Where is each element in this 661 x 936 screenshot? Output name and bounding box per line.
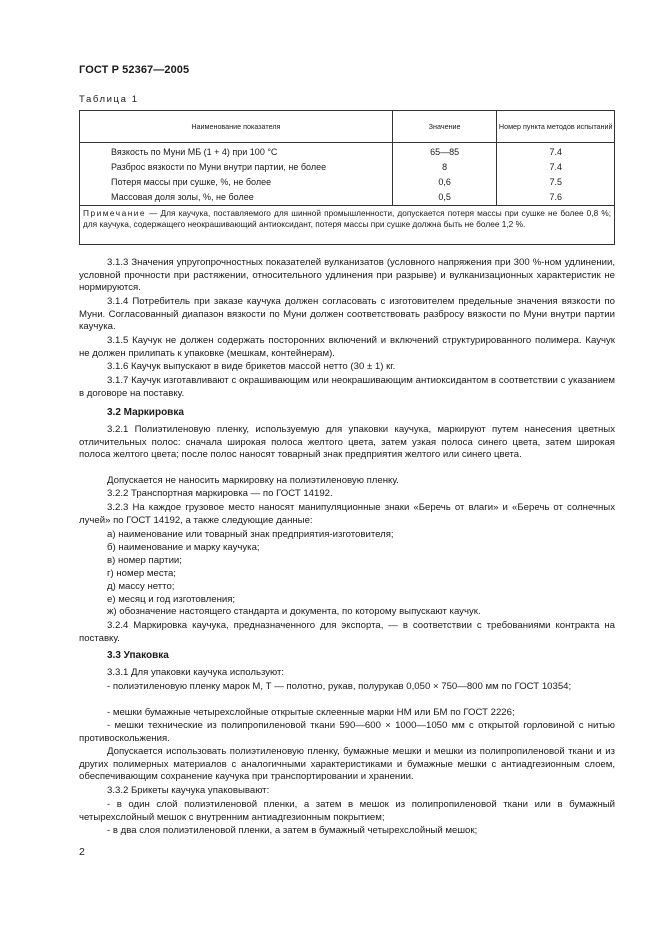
row-value: 8: [392, 160, 497, 175]
row-value: 0,5: [392, 190, 497, 206]
paragraph-3-2-2: 3.2.2 Транспортная маркировка — по ГОСТ 14192.: [107, 488, 333, 499]
paragraph-packing-alternatives: Допускается использовать полиэтиленовую пленку, бумажные мешки и мешки из полипропиленовой ткани и из других полимерных материалов с аналогичными характеристиками и бумажные мешки с антиадгезионным слоем, обеспечивающим сохранение каучука при транспортировании и хранении.: [79, 746, 615, 783]
row-method: 7.4: [497, 160, 615, 175]
paragraph-3-2-1: 3.2.1 Полиэтиленовую пленку, используемую для упаковки каучука, маркируют путем нанесения цветных отличительных полос: сначала широкая полоса желтого цвета, затем узкая полоса синего цвета, затем широкая полоса желтого цвета; после полос наносят товарный знак предприятия желтого или синего цвета.: [79, 424, 615, 461]
paragraph-3-3-1: 3.3.1 Для упаковки каучука используют:: [107, 667, 285, 678]
table-note: [80, 206, 615, 245]
list-item: д) массу нетто;: [107, 581, 175, 592]
list-item: а) наименование или товарный знак предприятия-изготовителя;: [107, 529, 394, 540]
column-header-value: Значение: [392, 111, 497, 143]
paragraph-3-2-3: 3.2.3 На каждое грузовое место наносят манипуляционные знаки «Беречь от влаги» и «Беречь от солнечных лучей» по ГОСТ 14192, а также следующие данные:: [79, 502, 615, 526]
list-item: е) месяц и год изготовления;: [107, 594, 236, 605]
document-header: ГОСТ Р 52367—2005: [79, 64, 190, 76]
list-item: б) наименование и марку каучука;: [107, 542, 260, 553]
table-row: [80, 175, 615, 190]
dash-item: - мешки технические из полипропиленовой ткани 590—600 × 1000—1050 мм с открытой горловиной с нитью противоскольжения.: [79, 720, 615, 744]
table-note-row: [80, 206, 615, 245]
note-text: — Для каучука, поставляемого для шинной промышленности, допускается потеря массы при сушке не более 0,8 %; для каучука, содержащего неокрашивающий антиоксидант, потеря массы при сушке должна быть не более 1,2 %.: [83, 208, 611, 229]
row-name: Разброс вязкости по Муни внутри партии, не более: [80, 160, 393, 175]
dash-item: - в один слой полиэтиленовой пленки, а затем в мешок из полипропиленовой ткани или в бумажный четырехслойный мешок с внутренним антиадгезионным покрытием;: [79, 799, 615, 823]
row-name: Массовая доля золы, %, не более: [80, 190, 393, 206]
paragraph-marking-optional: Допускается не наносить маркировку на полиэтиленовую пленку.: [107, 475, 399, 486]
table-row: [80, 160, 615, 175]
table-row: [80, 143, 615, 161]
row-method: 7.6: [497, 190, 615, 206]
page-number: 2: [79, 846, 85, 858]
properties-table: [79, 110, 615, 245]
section-title-packing: 3.3 Упаковка: [107, 650, 169, 661]
table-header-row: [80, 111, 615, 143]
paragraph-3-1-3: 3.1.3 Значения упругопрочностных показателей вулканизатов (условного напряжения при 300 %-ном удлинении, условной прочности при растяжении, относительного удлинения при разрыве) и вулканизационных характеристик не нормируются.: [79, 257, 615, 294]
paragraph-3-3-2: 3.3.2 Брикеты каучука упаковывают:: [107, 785, 270, 796]
column-header-method: Номер пункта методов испытаний: [497, 111, 615, 143]
table-caption: Таблица 1: [79, 94, 139, 105]
paragraph-3-1-4: 3.1.4 Потребитель при заказе каучука должен согласовать с изготовителем предельные значения вязкости по Муни. Согласованный диапазон вязкости по Муни должен соответствовать разбросу вязкости по Муни внутри партии каучука.: [79, 296, 615, 333]
row-value: 65—85: [392, 143, 497, 161]
table-row: [80, 190, 615, 206]
row-method: 7.4: [497, 143, 615, 161]
paragraph-3-2-4: 3.2.4 Маркировка каучука, предназначенного для экспорта, — в соответствии с требованиями контракта на поставку.: [79, 620, 615, 644]
list-item: в) номер партии;: [107, 555, 182, 566]
dash-item: - полиэтиленовую пленку марок М, Т — полотно, рукав, полурукав 0,050 × 750—800 мм по ГОСТ 10354;: [107, 681, 572, 692]
section-title-marking: 3.2 Маркировка: [107, 407, 184, 418]
list-item: ж) обозначение настоящего стандарта и документа, по которому выпускают каучук.: [107, 606, 481, 617]
row-name: Вязкость по Муни МБ (1 + 4) при 100 °С: [80, 143, 393, 161]
paragraph-3-1-6: 3.1.6 Каучук выпускают в виде брикетов массой нетто (30 ± 1) кг.: [107, 361, 396, 372]
dash-item: - в два слоя полиэтиленовой пленки, а затем в бумажный четырехслойный мешок;: [107, 825, 478, 836]
row-name: Потеря массы при сушке, %, не более: [80, 175, 393, 190]
paragraph-3-1-5: 3.1.5 Каучук не должен содержать посторонних включений и включений структурированного полимера. Каучук не должен прилипать к упаковке (мешкам, контейнерам).: [79, 335, 615, 359]
note-label: Примечание: [83, 208, 147, 218]
row-method: 7.5: [497, 175, 615, 190]
column-header-name: Наименование показателя: [80, 111, 393, 143]
dash-item: - мешки бумажные четырехслойные открытые склеенные марки НМ или БМ по ГОСТ 2226;: [107, 707, 515, 718]
row-value: 0,6: [392, 175, 497, 190]
paragraph-3-1-7: 3.1.7 Каучук изготавливают с окрашивающим или неокрашивающим антиоксидантом в соответствии с указанием в договоре на поставку.: [79, 375, 615, 399]
list-item: г) номер места;: [107, 568, 176, 579]
